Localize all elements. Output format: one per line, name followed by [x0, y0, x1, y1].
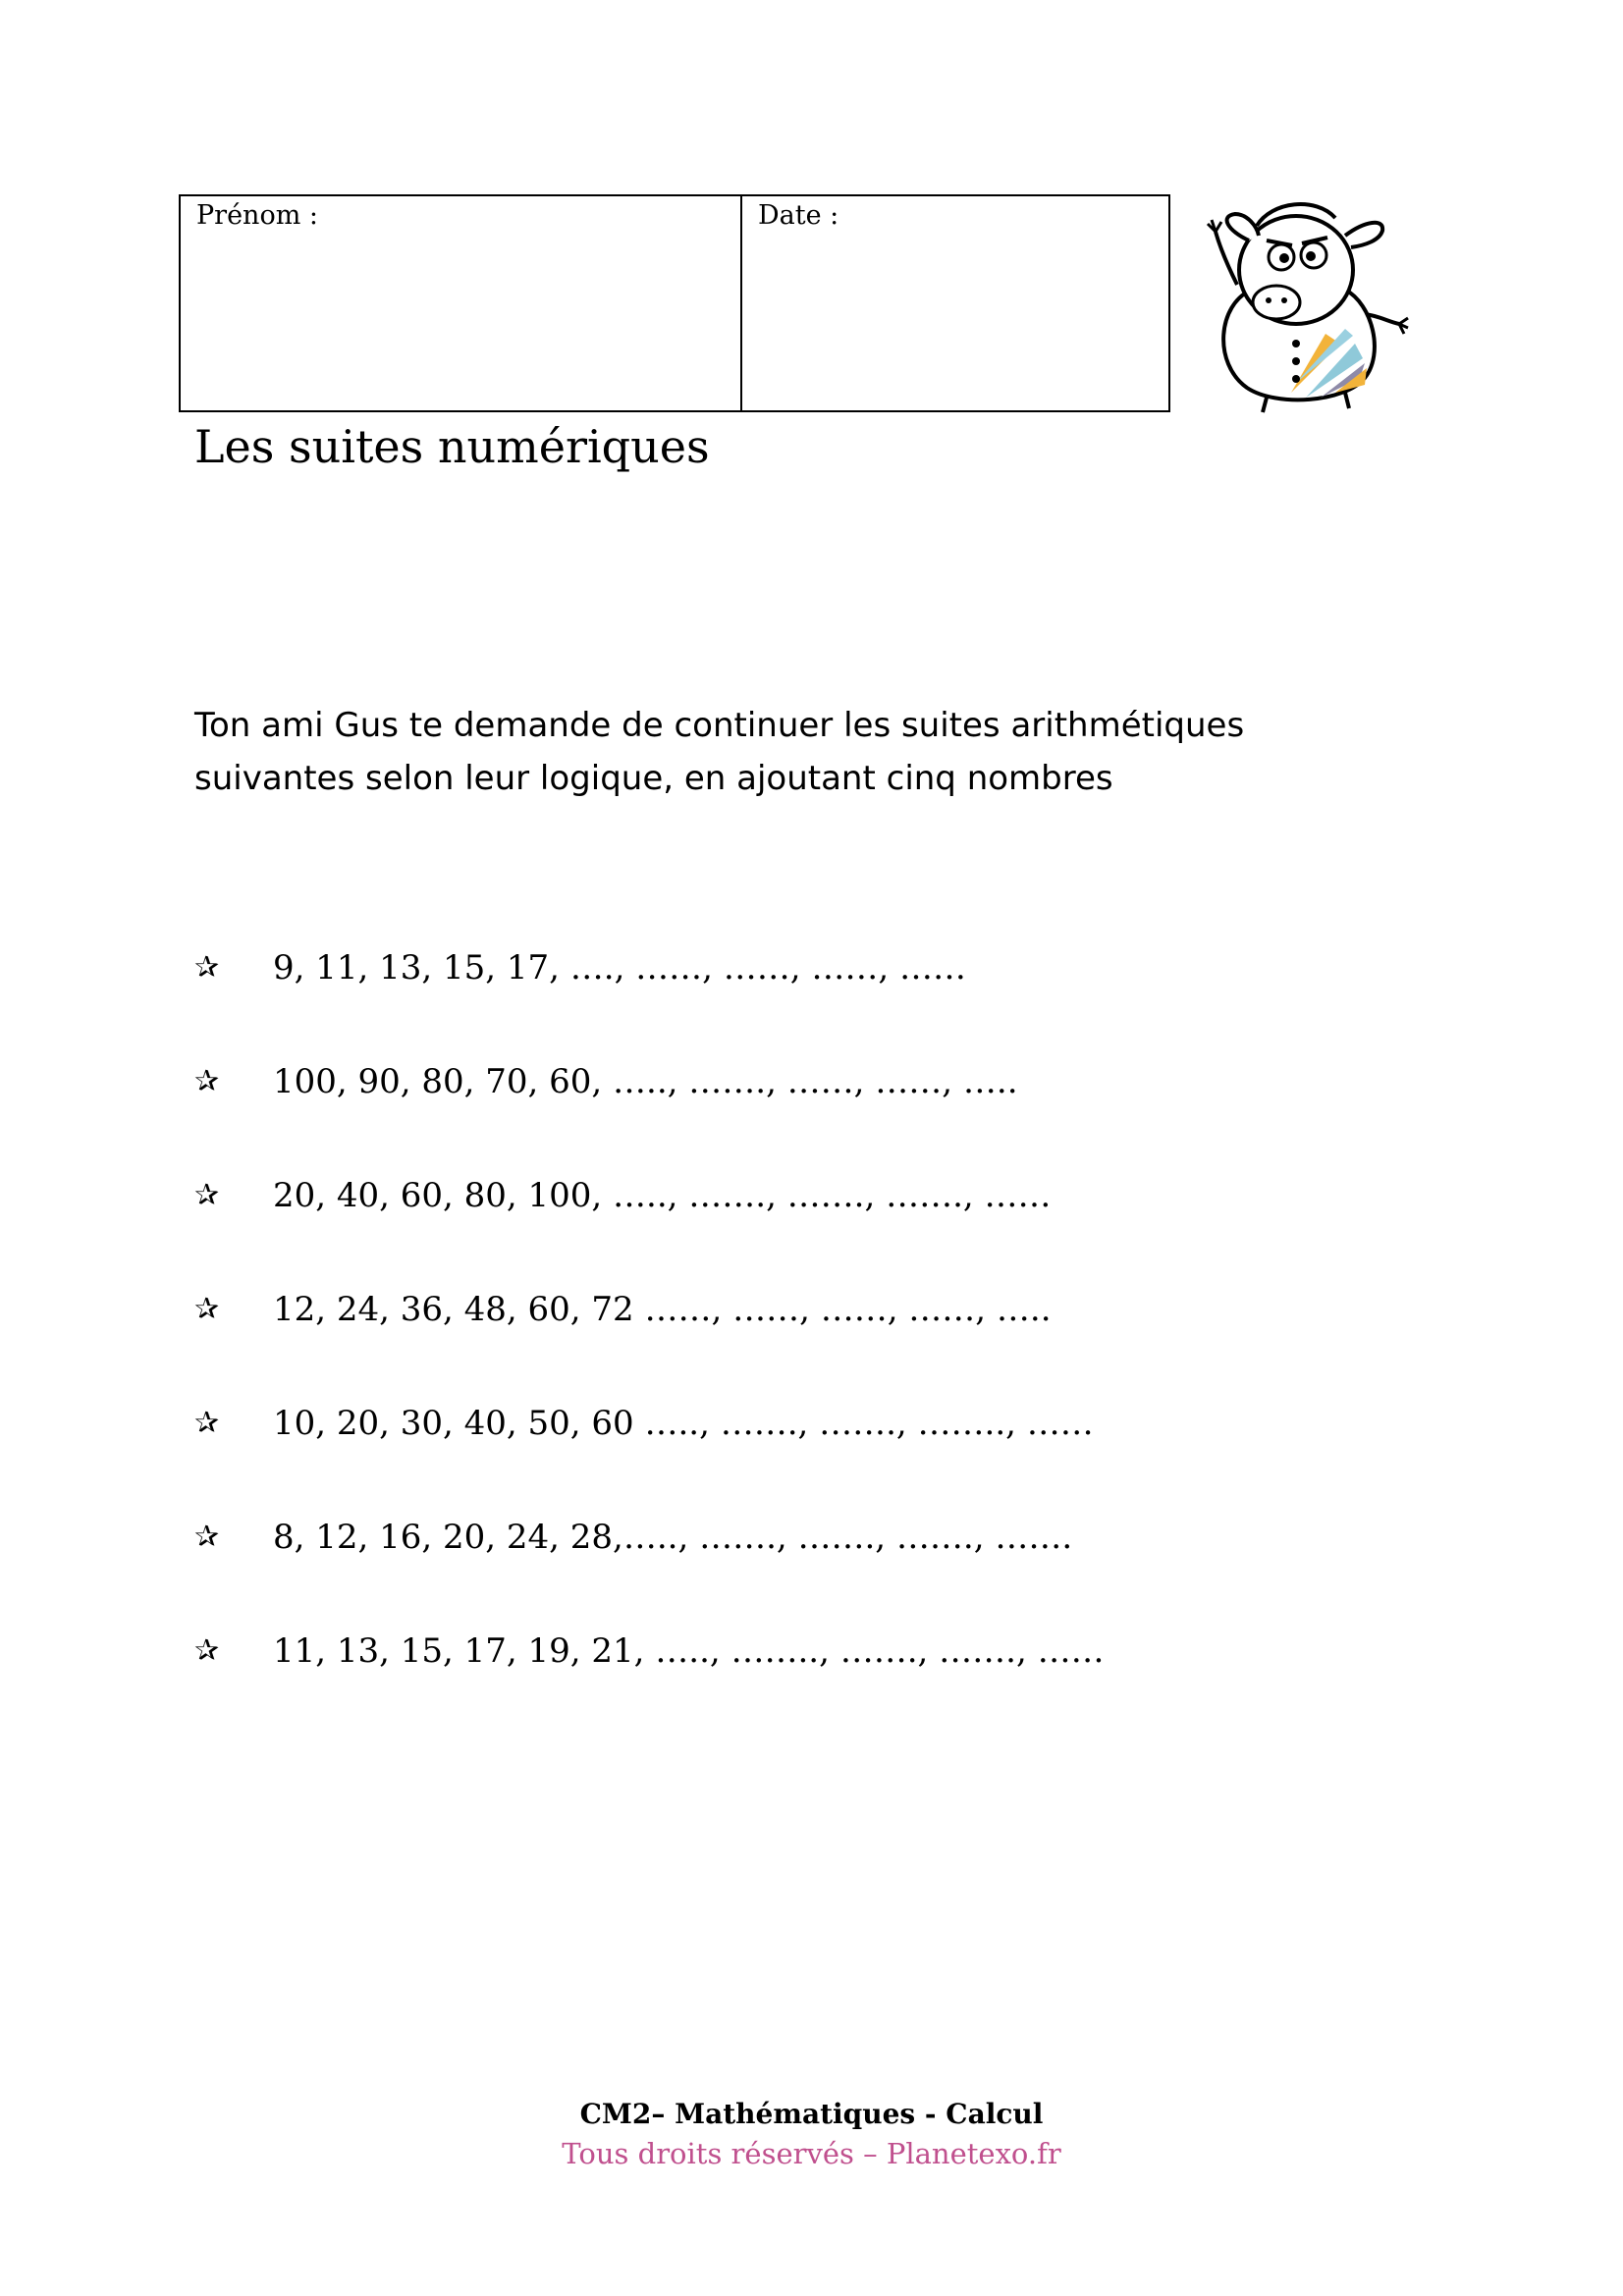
name-field[interactable]	[181, 196, 742, 410]
sequence-text: 9, 11, 13, 15, 17, …., ……, ……, ……, ……	[273, 948, 967, 988]
date-label: Date :	[758, 200, 839, 231]
instructions-line-2: suivantes selon leur logique, en ajoutant cinq nombres	[194, 759, 1113, 798]
sequence-text: 12, 24, 36, 48, 60, 72 ……, ……, ……, ……, …..	[273, 1290, 1052, 1329]
footer-rights: Tous droits réservés – Planetexo.fr	[562, 2137, 1061, 2170]
student-info-box	[179, 194, 1170, 412]
star-icon: ✰	[194, 1292, 220, 1326]
page-title: Les suites numériques	[194, 420, 710, 473]
star-icon: ✰	[194, 950, 220, 985]
date-field[interactable]	[742, 196, 1168, 410]
star-icon: ✰	[194, 1406, 220, 1440]
name-label: Prénom :	[196, 200, 318, 231]
sequence-text: 10, 20, 30, 40, 50, 60 ….., ……., ……., …….., ……	[273, 1404, 1094, 1443]
star-icon: ✰	[194, 1064, 220, 1098]
sequence-item	[194, 1168, 1105, 1282]
sequence-item	[194, 1282, 1105, 1396]
sequence-text: 100, 90, 80, 70, 60, ….., ……., ……, ……, …..	[273, 1062, 1018, 1101]
sequence-text: 20, 40, 60, 80, 100, ….., ……., ……., ……., ……	[273, 1176, 1052, 1215]
sheep-mascot-icon	[1198, 196, 1414, 414]
sequence-list	[194, 940, 1105, 1737]
sequence-item	[194, 1510, 1105, 1624]
star-icon: ✰	[194, 1520, 220, 1554]
sequence-text: 8, 12, 16, 20, 24, 28,….., ……., ……., ……., …….	[273, 1518, 1073, 1557]
footer-subject: CM2– Mathématiques - Calcul	[579, 2098, 1044, 2130]
star-icon: ✰	[194, 1178, 220, 1212]
sequence-item	[194, 1396, 1105, 1510]
sequence-text: 11, 13, 15, 17, 19, 21, ….., …….., ……., ……., ……	[273, 1631, 1105, 1671]
sequence-item	[194, 940, 1105, 1054]
instructions	[194, 699, 1373, 805]
star-icon: ✰	[194, 1633, 220, 1668]
sequence-item	[194, 1624, 1105, 1737]
sequence-item	[194, 1054, 1105, 1168]
instructions-line-1: Ton ami Gus te demande de continuer les suites arithmétiques	[194, 706, 1245, 745]
